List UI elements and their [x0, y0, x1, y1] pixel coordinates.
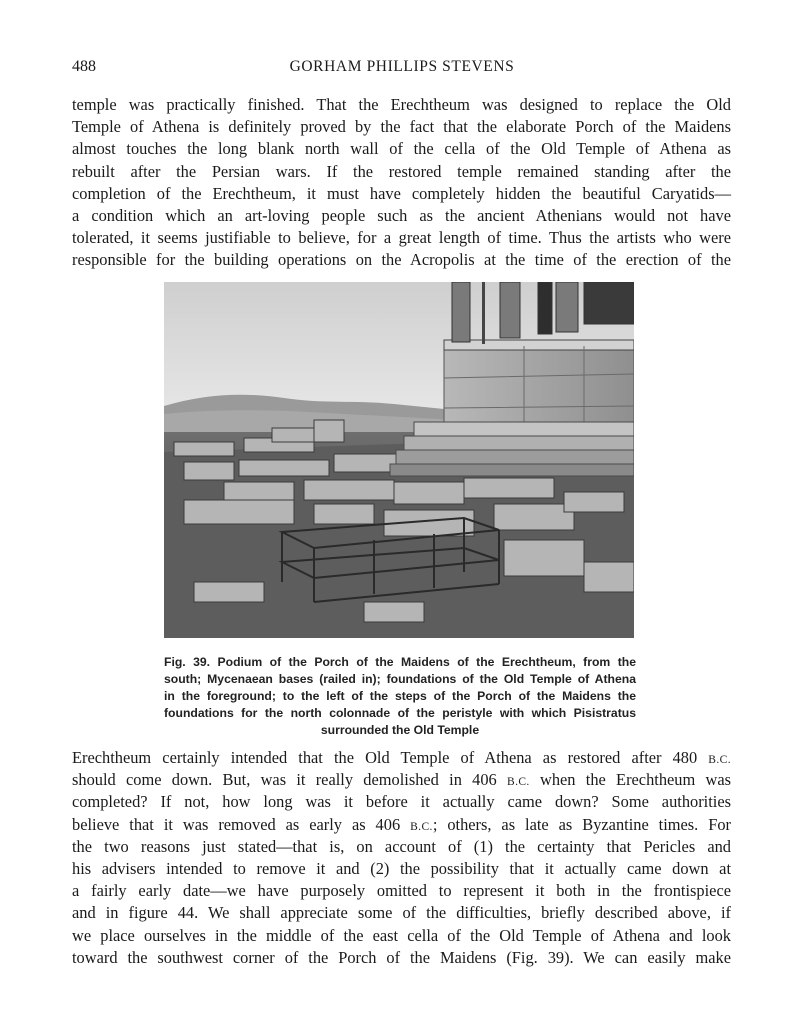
paragraph-top: [72, 94, 731, 272]
caption-line: south; Mycenaean bases (railed in); foundations of the Old Temple of Athena: [164, 672, 636, 686]
bc-abbreviation: B.C.: [708, 754, 731, 766]
text-line: almost touches the long blank north wall of the cella of the Old Temple of Athena as: [72, 139, 731, 159]
text-line: temple was practically finished. That the Erechtheum was designed to replace the Old: [72, 95, 731, 114]
text-run: ; others, as late as Byzantine times. For: [432, 814, 732, 834]
text-line: completion of the Erechtheum, it must have completely hidden the beautiful Caryatids—: [72, 183, 731, 203]
text-run: believe that it was removed as early as 406: [72, 814, 411, 834]
figure-photograph: [164, 282, 634, 638]
text-line: we place ourselves in the middle of the east cella of the Old Temple of Athena and look: [72, 925, 731, 945]
text-line: [72, 814, 731, 836]
text-line: completed? If not, how long was it before it actually came down? Some authorities: [72, 792, 731, 812]
text-line: a condition which an art-loving people such as the ancient Athenians would not have: [72, 205, 731, 225]
text-run: when the Erechtheum was: [529, 770, 731, 790]
figure-caption: [164, 654, 636, 739]
text-line: his advisers intended to remove it and (2) the possibility that it actually came down at: [72, 858, 731, 878]
text-line: and in figure 44. We shall appreciate some of the difficulties, briefly described above, if: [72, 903, 731, 923]
caption-line: in the foreground; to the left of the steps of the Porch of the Maidens the: [164, 689, 636, 703]
bc-abbreviation: B.C.: [507, 776, 530, 789]
running-head: [72, 58, 732, 82]
text-line: [72, 747, 731, 769]
caption-line: Fig. 39. Podium of the Porch of the Maidens of the Erechtheum, from the: [164, 655, 636, 669]
caption-line: foundations for the north colonnade of the peristyle with which Pisistratus: [164, 706, 636, 720]
caption-line: surrounded the Old Temple: [320, 723, 480, 737]
text-run: should come down. But, was it really demolished in 406: [72, 770, 508, 790]
text-line: [72, 769, 731, 791]
text-line: toward the southwest corner of the Porch of the Maidens (Fig. 39). We can easily make: [72, 947, 731, 967]
text-run: Erechtheum certainly intended that the Old Temple of Athena as restored after 480: [72, 748, 709, 767]
text-line: a fairly early date—we have purposely omitted to represent it both in the frontispiece: [72, 881, 731, 901]
paragraph-bottom: [72, 747, 731, 969]
text-line: responsible for the building operations on the Acropolis at the time of the erection of the: [72, 250, 731, 270]
text-line: the two reasons just stated—that is, on account of (1) the certainty that Pericles and: [72, 836, 731, 856]
text-line: tolerated, it seems justifiable to believe, for a great length of time. Thus the artists who were: [72, 228, 731, 248]
text-line: rebuilt after the Persian wars. If the restored temple remained standing after the: [72, 161, 731, 181]
page-number: 488: [72, 58, 96, 75]
text-line: Temple of Athena is definitely proved by the fact that the elaborate Porch of the Maidens: [72, 117, 731, 137]
bc-abbreviation: B.C.: [410, 820, 433, 833]
running-title: GORHAM PHILLIPS STEVENS: [289, 58, 515, 75]
erechtheum-podium-photo: [164, 282, 634, 638]
